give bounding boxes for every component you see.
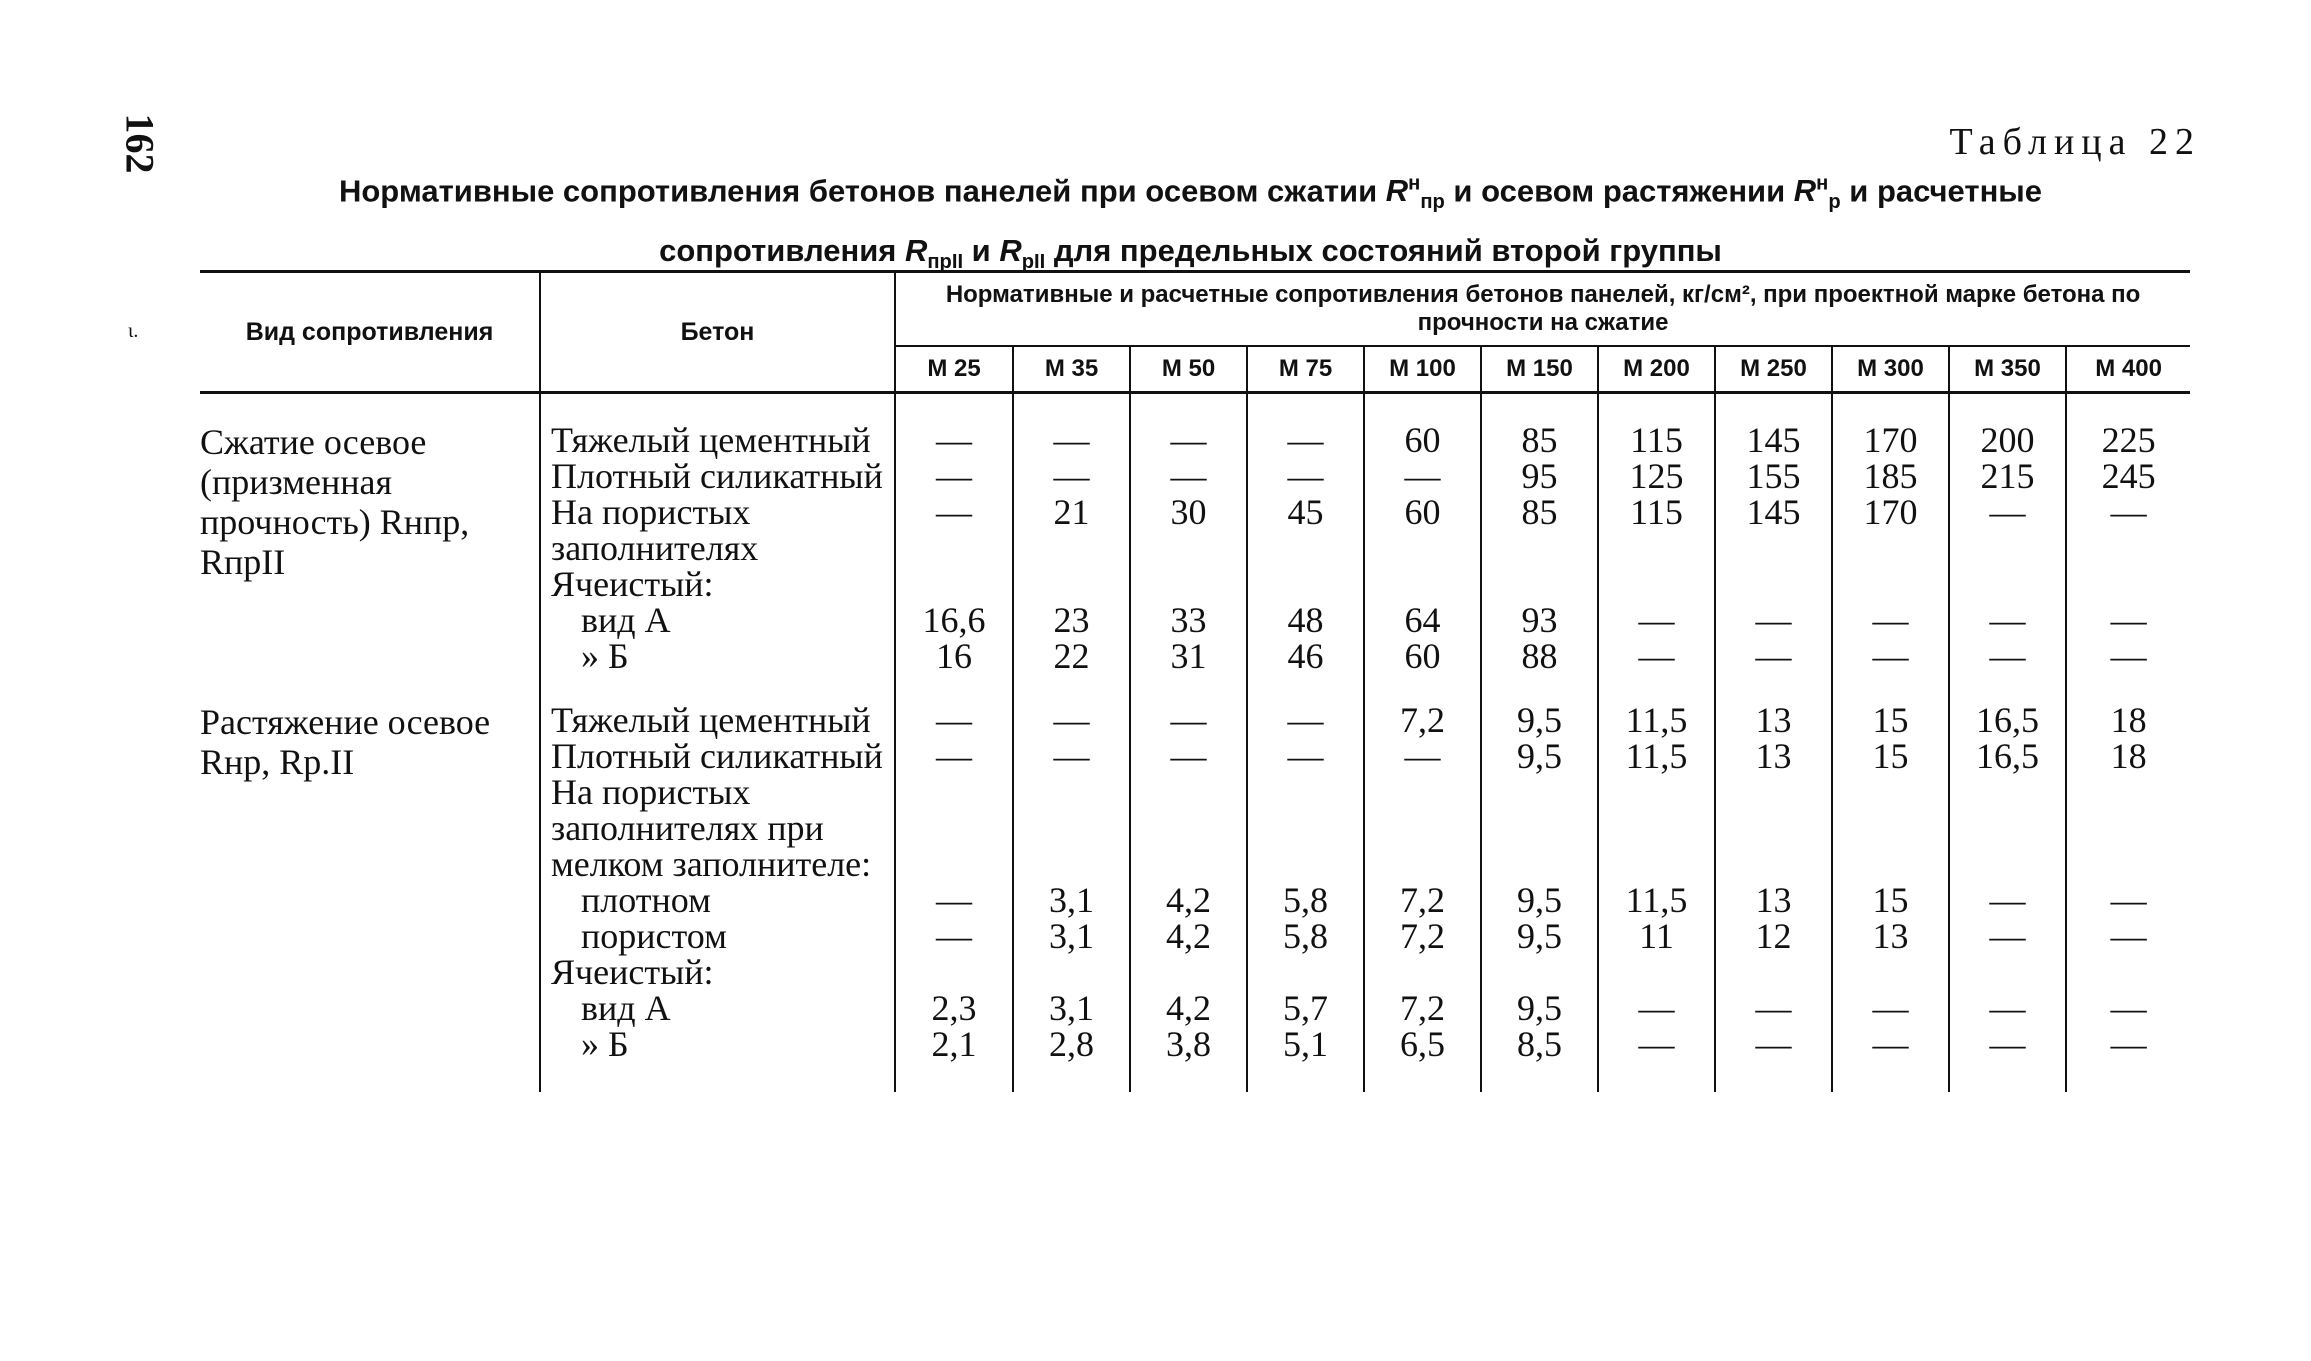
empty-cell — [1139, 954, 1238, 990]
value-column — [1481, 674, 1598, 1092]
symbol-r-prII: $R_{прII}$ — [904, 232, 964, 273]
value-cell: 64 — [1404, 600, 1441, 640]
value-cell: 16,6 — [922, 600, 986, 640]
value-cell: 7,2 — [1400, 988, 1445, 1028]
value-cell: 3,1 — [1049, 988, 1094, 1028]
value-cell: 23 — [1053, 600, 1090, 640]
beton-label: Ячеистый: — [551, 564, 714, 604]
value-cell: — — [1989, 636, 2026, 676]
value-cell: 7,2 — [1400, 880, 1445, 920]
value-cell: 2,1 — [931, 1024, 977, 1064]
value-cell: 60 — [1404, 420, 1441, 460]
value-cell: 15 — [1872, 736, 1909, 776]
section-label: Сжатие осевое (призменная прочность) Rнпр, RпрII — [200, 422, 470, 582]
empty-cell — [1841, 954, 1940, 990]
value-cell: 16,5 — [1976, 700, 2039, 740]
value-column — [2066, 393, 2190, 675]
symbol-r-pII: $R_{рII}$ — [999, 232, 1046, 273]
value-cell: — — [1989, 1024, 2026, 1064]
empty-cell — [1139, 566, 1238, 602]
symbol-r-norm-p: $R^н_р$ — [1793, 173, 1841, 214]
value-cell: 145 — [1746, 420, 1801, 460]
empty-cell — [1022, 774, 1121, 882]
value-cell: — — [2110, 988, 2147, 1028]
value-cell: 3,8 — [1166, 1024, 1211, 1064]
value-cell: 48 — [1287, 600, 1324, 640]
value-cell: — — [1989, 880, 2026, 920]
value-cell: 9,5 — [1517, 988, 1562, 1028]
value-cell: 60 — [1404, 636, 1441, 676]
empty-cell — [1139, 774, 1238, 882]
beton-label: вид А — [581, 600, 671, 640]
section-label: Растяжение осевое Rнр, Rр.II — [200, 702, 491, 782]
value-cell: 2,3 — [931, 988, 977, 1028]
header-mark: М 25 — [895, 346, 1013, 393]
value-cell: 5,8 — [1283, 880, 1328, 920]
empty-cell — [1022, 566, 1121, 602]
value-cell: 13 — [1755, 700, 1792, 740]
value-cell: 7,2 — [1400, 700, 1445, 740]
empty-cell — [2075, 954, 2182, 990]
value-cell: 145 — [1746, 492, 1801, 532]
value-cell: — — [2110, 492, 2147, 532]
value-cell: 88 — [1521, 636, 1558, 676]
empty-cell — [1607, 954, 1706, 990]
empty-cell — [1607, 774, 1706, 882]
value-cell: — — [2110, 1024, 2147, 1064]
section-row-tension — [200, 674, 2190, 1092]
value-cell: — — [1989, 988, 2026, 1028]
value-cell: — — [1287, 456, 1324, 496]
value-cell: — — [1872, 600, 1909, 640]
value-cell: 5,7 — [1283, 988, 1328, 1028]
value-cell: 3,1 — [1049, 916, 1094, 956]
value-cell: 13 — [1755, 736, 1792, 776]
value-cell: — — [1053, 700, 1090, 740]
value-column — [2066, 674, 2190, 1092]
header-mark: М 100 — [1364, 346, 1481, 393]
value-cell: — — [1755, 600, 1792, 640]
value-cell: — — [1755, 1024, 1792, 1064]
value-column — [1013, 393, 1130, 675]
value-cell: — — [2110, 600, 2147, 640]
value-cell: 115 — [1630, 492, 1683, 532]
caption-text: для предельных состояний второй группы — [1045, 232, 1722, 268]
value-cell: 30 — [1170, 492, 1207, 532]
value-column — [895, 393, 1013, 675]
value-cell: — — [1287, 700, 1324, 740]
table-caption — [180, 160, 2201, 286]
empty-cell — [904, 566, 1004, 602]
empty-cell — [1256, 566, 1355, 602]
value-cell: 115 — [1630, 420, 1683, 460]
value-cell: 13 — [1872, 916, 1909, 956]
empty-cell — [904, 774, 1004, 882]
beton-label: » Б — [581, 636, 629, 676]
value-column — [1481, 393, 1598, 675]
value-cell: — — [936, 880, 972, 920]
value-cell: 11,5 — [1625, 736, 1688, 776]
value-cell: — — [1755, 636, 1792, 676]
section-row-compression — [200, 393, 2190, 675]
value-cell: 12 — [1755, 916, 1792, 956]
beton-label: » Б — [581, 1024, 629, 1064]
table-label: Таблица 22 — [1949, 121, 2201, 163]
symbol-r-norm-pr: $R^н_{пр}$ — [1385, 173, 1445, 214]
value-cell: — — [1287, 420, 1324, 460]
value-cell: — — [1755, 988, 1792, 1028]
beton-label: На пористых заполнителях при мелком заполнителе: — [551, 772, 872, 884]
empty-cell — [1958, 774, 2057, 882]
page-number: 162 — [117, 113, 163, 174]
value-cell: 93 — [1521, 600, 1558, 640]
value-cell: 3,1 — [1049, 880, 1094, 920]
value-cell: — — [1404, 456, 1441, 496]
value-column — [1715, 674, 1832, 1092]
empty-cell — [1373, 566, 1472, 602]
caption-text: сопротивления — [659, 232, 905, 268]
header-mark: М 300 — [1832, 346, 1949, 393]
value-cell: — — [1053, 456, 1090, 496]
value-cell: — — [1638, 600, 1675, 640]
empty-cell — [1607, 566, 1706, 602]
value-cell: — — [936, 700, 972, 740]
empty-cell — [1724, 566, 1823, 602]
value-cell: — — [1989, 492, 2026, 532]
value-cell: — — [2110, 916, 2147, 956]
value-column — [1013, 674, 1130, 1092]
value-cell: 11,5 — [1625, 880, 1688, 920]
beton-label: Тяжелый цементный — [551, 420, 871, 460]
value-cell: 33 — [1170, 600, 1207, 640]
value-column — [1364, 674, 1481, 1092]
value-column — [1130, 393, 1247, 675]
value-cell: 15 — [1872, 880, 1909, 920]
value-cell: — — [2110, 880, 2147, 920]
value-cell: — — [1872, 988, 1909, 1028]
value-cell: 245 — [2101, 456, 2156, 496]
value-cell: 95 — [1521, 456, 1558, 496]
header-mark: М 350 — [1949, 346, 2066, 393]
value-cell: 200 — [1980, 420, 2035, 460]
empty-cell — [1256, 774, 1355, 882]
value-cell: 46 — [1287, 636, 1324, 676]
empty-cell — [1958, 954, 2057, 990]
value-column — [895, 674, 1013, 1092]
value-cell: — — [936, 736, 972, 776]
value-cell: 185 — [1863, 456, 1918, 496]
caption-text: и осевом растяжении — [1444, 173, 1794, 209]
value-cell: 6,5 — [1400, 1024, 1445, 1064]
beton-label: плотном — [581, 880, 711, 920]
value-cell: 4,2 — [1166, 988, 1211, 1028]
value-cell: 4,2 — [1166, 916, 1211, 956]
value-cell: 21 — [1053, 492, 1090, 532]
value-cell: 9,5 — [1517, 916, 1562, 956]
caption-text: Нормативные сопротивления бетонов панелей при осевом сжатии — [338, 173, 1386, 209]
beton-label: пористом — [581, 916, 727, 956]
value-cell: 31 — [1170, 636, 1207, 676]
value-cell: 225 — [2101, 420, 2156, 460]
value-cell: 15 — [1872, 700, 1909, 740]
value-column — [1949, 393, 2066, 675]
value-cell: — — [1170, 456, 1207, 496]
value-cell: — — [1872, 1024, 1909, 1064]
value-column — [1598, 393, 1715, 675]
empty-cell — [1490, 566, 1589, 602]
beton-column — [540, 393, 895, 675]
value-cell: 9,5 — [1517, 880, 1562, 920]
value-column — [1130, 674, 1247, 1092]
value-cell: 155 — [1746, 456, 1801, 496]
value-column — [1832, 674, 1949, 1092]
value-column — [1247, 393, 1364, 675]
value-cell: 5,8 — [1283, 916, 1328, 956]
scan-mark: ι. — [128, 320, 139, 342]
empty-cell — [1724, 954, 1823, 990]
header-mark: М 75 — [1247, 346, 1364, 393]
value-column — [1949, 674, 2066, 1092]
header-beton: Бетон — [540, 272, 895, 393]
value-cell: — — [1989, 600, 2026, 640]
empty-cell — [1958, 566, 2057, 602]
value-cell: — — [1170, 420, 1207, 460]
value-cell: 4,2 — [1166, 880, 1211, 920]
value-cell: 18 — [2110, 700, 2147, 740]
value-cell: 60 — [1404, 492, 1441, 532]
beton-label: На пористых заполнителях — [551, 492, 759, 568]
value-cell: 85 — [1521, 420, 1558, 460]
value-cell: 85 — [1521, 492, 1558, 532]
value-cell: 11 — [1639, 916, 1674, 956]
value-column — [1598, 674, 1715, 1092]
header-mark: М 50 — [1130, 346, 1247, 393]
empty-cell — [2075, 566, 2182, 602]
beton-label: вид А — [581, 988, 671, 1028]
value-cell: 8,5 — [1517, 1024, 1562, 1064]
value-cell: — — [1989, 916, 2026, 956]
beton-label: Тяжелый цементный — [551, 700, 871, 740]
value-cell: — — [2110, 636, 2147, 676]
header-group: Нормативные и расчетные сопротивления бетонов панелей, кг/см², при проектной марке бетона по прочности на сжатие — [895, 272, 2190, 347]
value-cell: — — [1170, 700, 1207, 740]
value-cell: 170 — [1863, 492, 1918, 532]
value-cell: 2,8 — [1049, 1024, 1094, 1064]
value-cell: — — [1170, 736, 1207, 776]
value-cell: 18 — [2110, 736, 2147, 776]
empty-cell — [1841, 774, 1940, 882]
header-mark: М 250 — [1715, 346, 1832, 393]
value-cell: — — [1638, 1024, 1675, 1064]
header-vid: Вид сопротивления — [200, 272, 540, 393]
empty-cell — [1841, 566, 1940, 602]
empty-cell — [1724, 774, 1823, 882]
empty-cell — [1490, 774, 1589, 882]
value-cell: — — [1287, 736, 1324, 776]
header-mark: М 35 — [1013, 346, 1130, 393]
value-column — [1247, 674, 1364, 1092]
value-column — [1832, 393, 1949, 675]
caption-text: и — [963, 232, 1000, 268]
empty-cell — [1373, 954, 1472, 990]
empty-cell — [904, 954, 1004, 990]
value-cell: — — [1404, 736, 1441, 776]
value-cell: 5,1 — [1283, 1024, 1328, 1064]
header-mark: М 400 — [2066, 346, 2190, 393]
header-mark: М 200 — [1598, 346, 1715, 393]
value-column — [1715, 393, 1832, 675]
caption-text: и расчетные — [1840, 173, 2043, 209]
value-cell: — — [936, 916, 972, 956]
empty-cell — [1373, 774, 1472, 882]
value-cell: 13 — [1755, 880, 1792, 920]
value-cell: 9,5 — [1517, 736, 1562, 776]
empty-cell — [2075, 774, 2182, 882]
value-column — [1364, 393, 1481, 675]
value-cell: 7,2 — [1400, 916, 1445, 956]
value-cell: — — [1053, 420, 1090, 460]
value-cell: — — [1053, 736, 1090, 776]
beton-label: Плотный силикатный — [551, 456, 883, 496]
resistance-table — [200, 270, 2190, 1092]
beton-column — [540, 674, 895, 1092]
value-cell: 215 — [1980, 456, 2035, 496]
value-cell: 22 — [1053, 636, 1090, 676]
value-cell: 16 — [936, 636, 972, 676]
value-cell: 16,5 — [1976, 736, 2039, 776]
empty-cell — [1256, 954, 1355, 990]
value-cell: — — [936, 456, 972, 496]
value-cell: 45 — [1287, 492, 1324, 532]
empty-cell — [1022, 954, 1121, 990]
empty-cell — [1490, 954, 1589, 990]
value-cell: 11,5 — [1625, 700, 1688, 740]
value-cell: 9,5 — [1517, 700, 1562, 740]
value-cell: 170 — [1863, 420, 1918, 460]
value-cell: — — [1872, 636, 1909, 676]
value-cell: — — [1638, 988, 1675, 1028]
beton-label: Плотный силикатный — [551, 736, 883, 776]
value-cell: 125 — [1629, 456, 1684, 496]
value-cell: — — [1638, 636, 1675, 676]
beton-label: Ячеистый: — [551, 952, 714, 992]
value-cell: — — [936, 420, 972, 460]
header-mark: М 150 — [1481, 346, 1598, 393]
value-cell: — — [936, 492, 972, 532]
